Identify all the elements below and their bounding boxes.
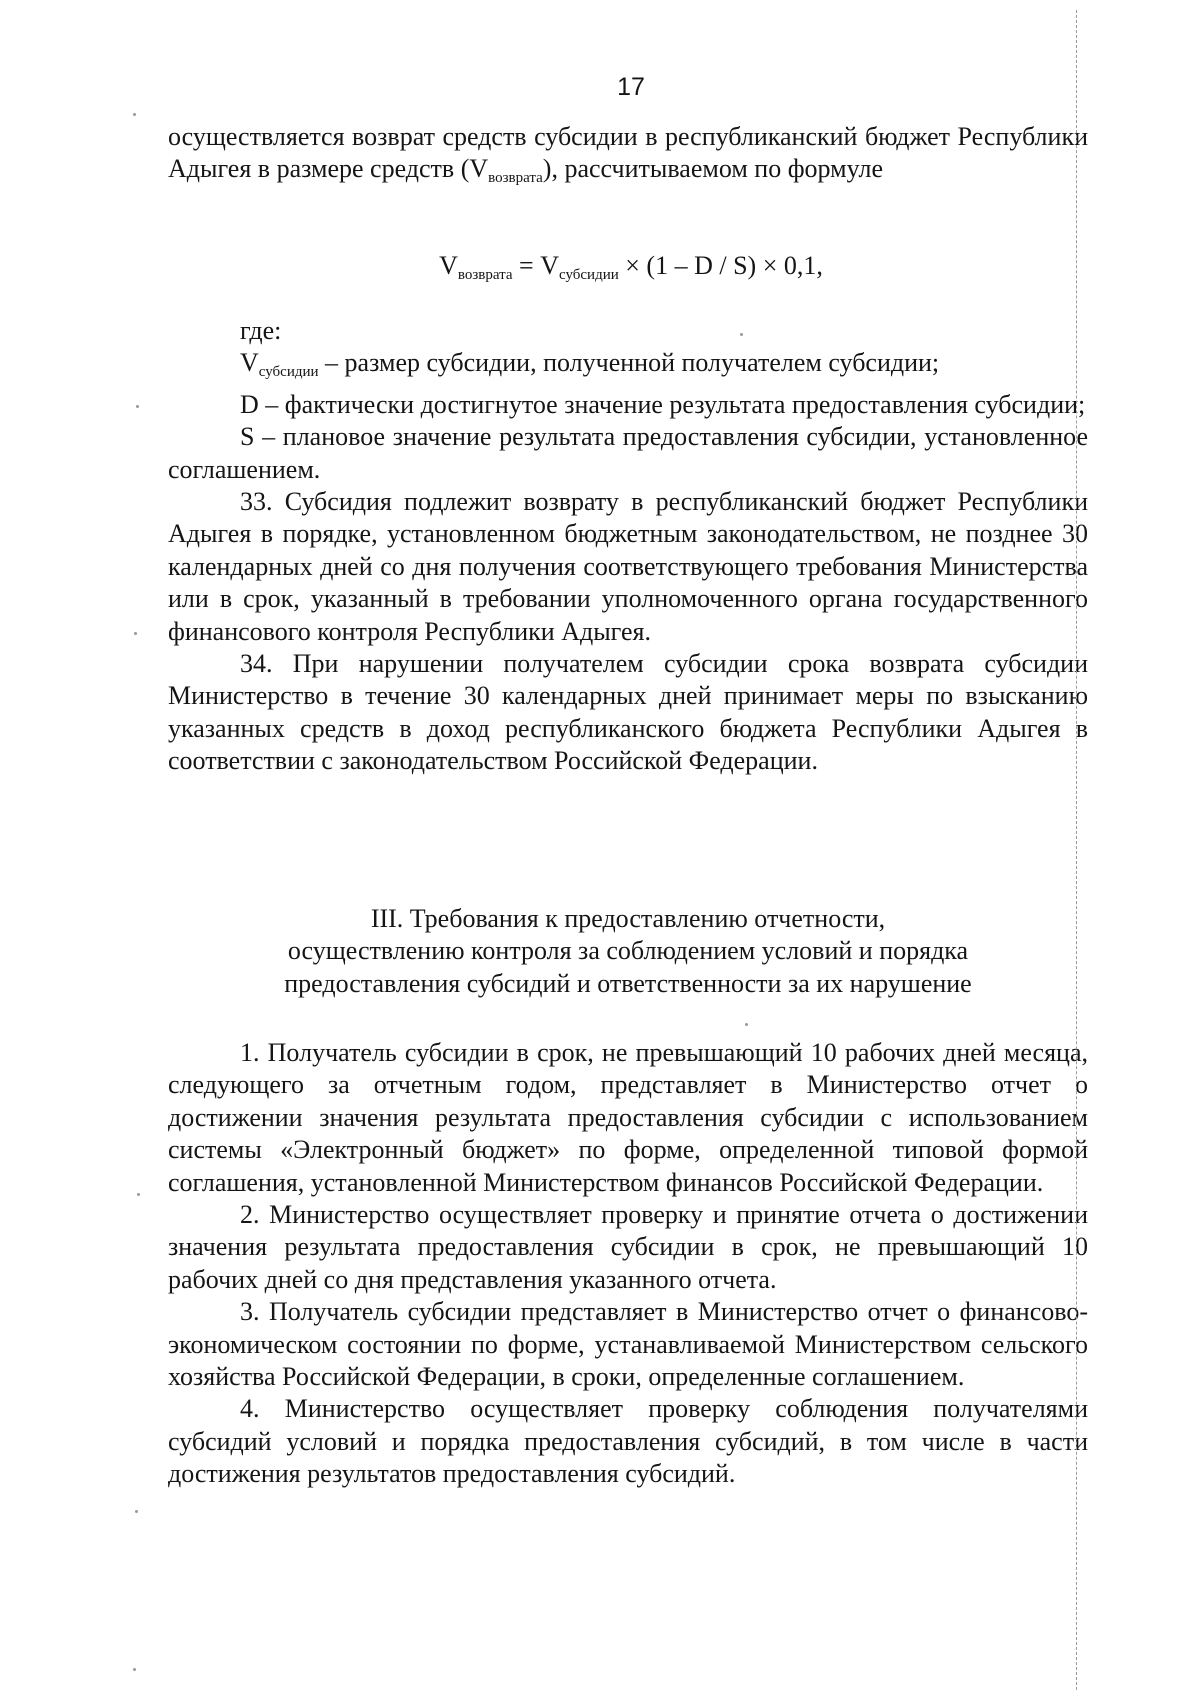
formula-lhs: V (439, 251, 458, 280)
section-paragraph-2: 2. Министерство осуществляет проверку и принятие отчета о достижении значения результата предоставления субсидии в срок, не превышающий 10 рабочих дней со дня представления указанного отчета. (168, 1200, 1088, 1294)
section-paragraph-3: 3. Получатель субсидии представляет в Министерство отчет о финансово-экономическом состоянии по форме, устанавливаемой Министерством сельского хозяйства Российской Федерации, в сроки, определенные соглашением. (168, 1297, 1088, 1392)
v-definition (168, 347, 1088, 388)
section-heading-line-2: осуществлению контроля за соблюдением условий и порядка (287, 936, 969, 966)
section-heading (168, 903, 1088, 1000)
paragraph-34: 34. При нарушении получателем субсидии срока возврата субсидии Министерство в течение 30 календарных дней принимает меры по взысканию указанных средств в доход республиканского бюджета Республики Адыгея в соответствии с законодательством Российской Федерации. (168, 649, 1088, 776)
scan-margin-line (1076, 10, 1077, 1690)
v-def-subscript: субсидии (258, 364, 319, 381)
section-heading-line-3: предоставления субсидий и ответственности за их нарушение (284, 968, 972, 998)
intro-block (168, 121, 1088, 195)
intro-text-after: ), рассчитываемом по формуле (542, 154, 883, 184)
scan-speck (133, 113, 136, 116)
formula-rhs-subscript: субсидии (559, 267, 619, 283)
scan-speck (135, 1510, 138, 1513)
paragraph-33: 33. Субсидия подлежит возврату в республиканский бюджет Республики Адыгея в порядке, установленном бюджетным законодательством, не позднее 30 календарных дней со дня получения соответствующего требования Министерства или в срок, указанный в требовании уполномоченного органа государственного финансового контроля Республики Адыгея. (168, 487, 1088, 646)
scan-speck (745, 1023, 748, 1026)
intro-subscript: возврата (488, 170, 543, 187)
intro-paragraph (168, 121, 1088, 195)
scan-speck (740, 333, 743, 336)
formula-rest: × (1 – D / S) × 0,1, (618, 251, 823, 280)
section-paragraph-1: 1. Получатель субсидии в срок, не превышающий 10 рабочих дней месяца, следующего за отчетным годом, представляет в Министерство отчет о достижении значения результата предоставления субсидии с использованием системы «Электронный бюджет» по форме, определенной типовой формой соглашения, установленной Министерством финансов Российской Федерации. (168, 1038, 1088, 1197)
section-heading-line-1: III. Требования к предоставлению отчетности, (370, 904, 886, 933)
scan-speck (134, 632, 137, 635)
formula-equals: = V (512, 251, 559, 280)
s-definition: S – плановое значение результата предоставления субсидии, установленное соглашением. (168, 422, 1088, 484)
definitions-block (168, 315, 1088, 778)
d-definition: D – фактически достигнутое значение результата предоставления субсидии; (240, 389, 1086, 419)
scan-speck (136, 405, 139, 408)
scan-speck (133, 1668, 136, 1671)
formula-lhs-subscript: возврата (457, 267, 513, 283)
section-paragraphs (168, 1037, 1088, 1491)
v-def-text: – размер субсидии, полученной получателем субсидии; (318, 348, 940, 378)
section-paragraph-4: 4. Министерство осуществляет проверку соблюдения получателями субсидий условий и порядка предоставления субсидий, в том числе в части достижения результатов предоставления субсидий. (168, 1394, 1088, 1489)
where-label: где: (240, 316, 282, 345)
intro-text: осуществляется возврат средств субсидии в республиканский бюджет Республики Адыгея в размере средств (V (168, 122, 1088, 184)
formula (0, 250, 1200, 291)
page-number: 17 (617, 73, 645, 101)
scan-speck (137, 1193, 140, 1196)
v-def-symbol: V (240, 348, 259, 378)
